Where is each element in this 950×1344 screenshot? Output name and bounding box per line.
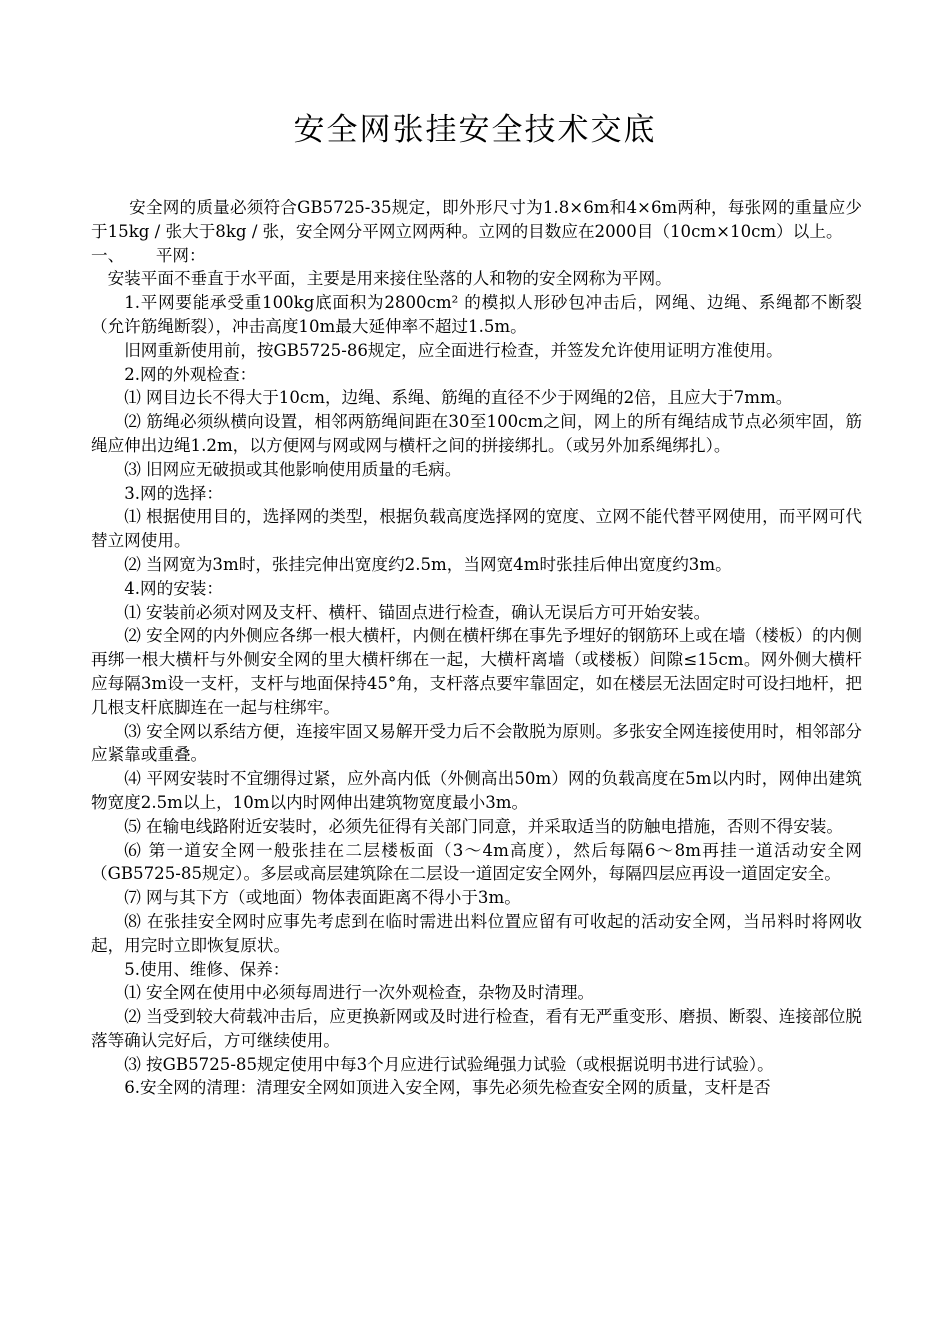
paragraph: ⑶ 旧网应无破损或其他影响使用质量的毛病。 <box>124 459 462 479</box>
paragraph: ⑵ 当网宽为3m时，张挂完伸出宽度约2.5m，当网宽4m时张挂后伸出宽度约3m。 <box>124 554 732 574</box>
paragraph: ⑻ 在张挂安全网时应事先考虑到在临时需进出料位置应留有可收起的活动安全网，当吊料时将网收起，用完时立即恢复原状。 <box>91 911 862 955</box>
paragraph: 5.使用、维修、保养： <box>124 959 290 979</box>
paragraph: ⑵ 当受到较大荷载冲击后，应更换新网或及时进行检查，看有无严重变形、磨损、断裂、连接部位脱落等确认完好后，方可继续使用。 <box>91 1007 862 1050</box>
document-title: 安全网张挂安全技术交底 <box>293 112 657 148</box>
paragraph: 2.网的外观检查： <box>124 364 257 384</box>
paragraph: ⑹ 第一道安全网一般张挂在二层楼板面（3～4m高度），然后每隔6～8m再挂一道活动安全网（GB5725-85规定）。多层或高层建筑除在二层设一道固定安全网外，每隔四层应再设一道固定安全。 <box>91 840 862 884</box>
paragraph: ⑶ 安全网以系结方便，连接牢固又易解开受力后不会散脱为原则。多张安全网连接使用时，相邻部分应紧靠或重叠。 <box>91 721 862 765</box>
paragraph: 3.网的选择： <box>124 483 223 503</box>
paragraph: ⑺ 网与其下方（或地面）物体表面距离不得小于3m。 <box>124 888 521 908</box>
paragraph: ⑸ 在输电线路附近安装时，必须先征得有关部门同意，并采取适当的防触电措施，否则不得安装。 <box>124 816 843 836</box>
paragraph: ⑴ 根据使用目的，选择网的类型，根据负载高度选择网的宽度、立网不能代替平网使用，而平网可代替立网使用。 <box>91 507 862 551</box>
paragraph: ⑴ 安装前必须对网及支杆、横杆、锚固点进行检查，确认无误后方可开始安装。 <box>124 602 711 622</box>
paragraph: ⑷ 平网安装时不宜绷得过紧，应外高内低（外侧高出50m）网的负载高度在5m以内时，网伸出建筑物宽度2.5m以上，10m以内时网伸出建筑物宽度最小3m。 <box>91 769 862 812</box>
paragraph: 安全网的质量必须符合GB5725-35规定，即外形尺寸为1.8×6m和4×6m两种，每张网的重量应少于15kg / 张大于8kg / 张，安全网分平网立网两种。立网的目数应在2000目（10cm×10cm）以上。 <box>91 198 862 241</box>
paragraph: ⑴ 安全网在使用中必须每周进行一次外观检查，杂物及时清理。 <box>124 983 595 1003</box>
document-body <box>91 196 862 1100</box>
paragraph: ⑴ 网目边长不得大于10cm，边绳、系绳、筋绳的直径不少于网绳的2倍，且应大于7mm。 <box>124 388 793 408</box>
paragraph: 1.平网要能承受重100kg底面积为2800cm² 的模拟人形砂包冲击后，网绳、边绳、系绳都不断裂（允许筋绳断裂），冲击高度10m最大延伸率不超过1.5m。 <box>91 293 862 336</box>
paragraph: 旧网重新使用前，按GB5725-86规定，应全面进行检查，并签发允许使用证明方准使用。 <box>124 340 783 360</box>
paragraph: 一、 平网： <box>91 245 206 265</box>
paragraph: 安装平面不垂直于水平面，主要是用来接住坠落的人和物的安全网称为平网。 <box>107 269 672 289</box>
paragraph: 6.安全网的清理：清理安全网如顶进入安全网，事先必须先检查安全网的质量，支杆是否 <box>124 1078 771 1098</box>
paragraph: 4.网的安装： <box>124 578 223 598</box>
paragraph: ⑵ 筋绳必须纵横向设置，相邻两筋绳间距在30至100cm之间，网上的所有绳结成节点必须牢固，筋绳应伸出边绳1.2m，以方便网与网或网与横杆之间的拼接绑扎。（或另外加系绳绑扎）。 <box>91 412 862 455</box>
paragraph: ⑵ 安全网的内外侧应各绑一根大横杆，内侧在横杆绑在事先予埋好的钢筋环上或在墙（楼板）的内侧再绑一根大横杆与外侧安全网的里大横杆绑在一起，大横杆离墙（或楼板）间隙≤15cm。网外侧大横杆应每隔3m设一支杆，支杆与地面保持45°角，支杆落点要牢靠固定，如在楼层无法固定时可设扫地杆，把几根支杆底脚连在一起与柱绑牢。 <box>91 626 862 717</box>
paragraph: ⑶ 按GB5725-85规定使用中每3个月应进行试验绳强力试验（或根据说明书进行试验）。 <box>124 1054 774 1074</box>
